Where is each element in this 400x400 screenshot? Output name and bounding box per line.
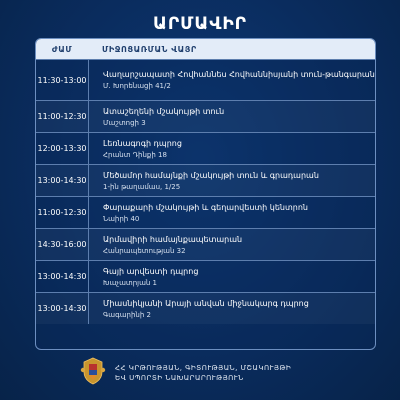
row-address: Հրանտ Դինքի 18 (103, 150, 167, 159)
row-time: 11:00-12:30 (36, 101, 89, 132)
row-address: Մաշտոցի 3 (103, 118, 146, 127)
row-address: Խաչատրյան 1 (103, 278, 158, 287)
row-venue: Մեծամոր համայնքի մշակույթի տուն և գրադարան (103, 170, 319, 180)
row-address: Մ. Խորենացի 41/2 (103, 82, 171, 90)
table-row (36, 228, 375, 260)
table-row (36, 292, 375, 324)
table-row (36, 100, 375, 132)
table-header (36, 39, 375, 59)
page-title: ԱՐՄԱՎԻՐ (152, 14, 247, 34)
row-time: 13:00-14:30 (36, 293, 89, 324)
ministry-name (115, 363, 335, 383)
row-info (89, 261, 375, 292)
row-time: 12:00-13:30 (36, 133, 89, 164)
table-row (36, 196, 375, 228)
row-address: Գագարինի 2 (103, 310, 151, 319)
row-address: Հանրապետության 32 (103, 246, 186, 255)
row-info (89, 101, 375, 132)
table-row (36, 59, 375, 100)
row-venue: Լեռնագոգի դպրոց (103, 138, 182, 148)
row-venue: Փարաքարի մշակույթի և գեղարվեստի կենտրոն (103, 202, 308, 212)
row-info (89, 60, 375, 100)
row-venue: Գայի արվեստի դպրոց (103, 266, 199, 276)
footer (0, 356, 400, 392)
row-info (89, 165, 375, 196)
table-row (36, 164, 375, 196)
row-address: Նաիրի 40 (103, 214, 140, 223)
row-venue: Վաղարշապատի Հովհաննես Հովհաննիսյանի տուն-թանգարան (103, 70, 375, 79)
row-info (89, 293, 375, 324)
row-info (89, 229, 375, 260)
ministry-line-1: ՀՀ ԿՐԹՈՒԹՅԱՆ, ԳԻՏՈՒԹՅԱՆ, ՄՇԱԿՈՒՅԹԻ (115, 364, 292, 372)
schedule-table (35, 38, 376, 350)
coat-of-arms-icon (80, 356, 106, 386)
row-venue: Միասնիկյանի Արայի անվան միջնակարգ դպրոց (103, 298, 309, 308)
row-time: 14:30-16:00 (36, 229, 89, 260)
row-address: 1-ին թաղամաս, 1/25 (103, 182, 181, 191)
header-time: ԺԱՄ (51, 44, 73, 54)
ministry-line-2: ԵՎ ՍՊՈՐՏԻ ՆԱԽԱՐԱՐՈՒԹՅՈՒՆ (115, 374, 244, 382)
row-info (89, 133, 375, 164)
row-venue: Արմավիրի համայնքապետարան (103, 234, 243, 244)
row-time: 13:00-14:30 (36, 165, 89, 196)
table-row (36, 132, 375, 164)
header-event: ՄԻՋՈՑԱՌՄԱՆ ՎԱՅՐ (102, 44, 197, 54)
table-row (36, 260, 375, 292)
row-time: 11:30-13:00 (36, 60, 89, 100)
row-venue: Ատաշեղենի մշակույթի տուն (103, 106, 225, 116)
row-time: 13:00-14:30 (36, 261, 89, 292)
row-time: 11:00-12:30 (36, 197, 89, 228)
row-info (89, 197, 375, 228)
